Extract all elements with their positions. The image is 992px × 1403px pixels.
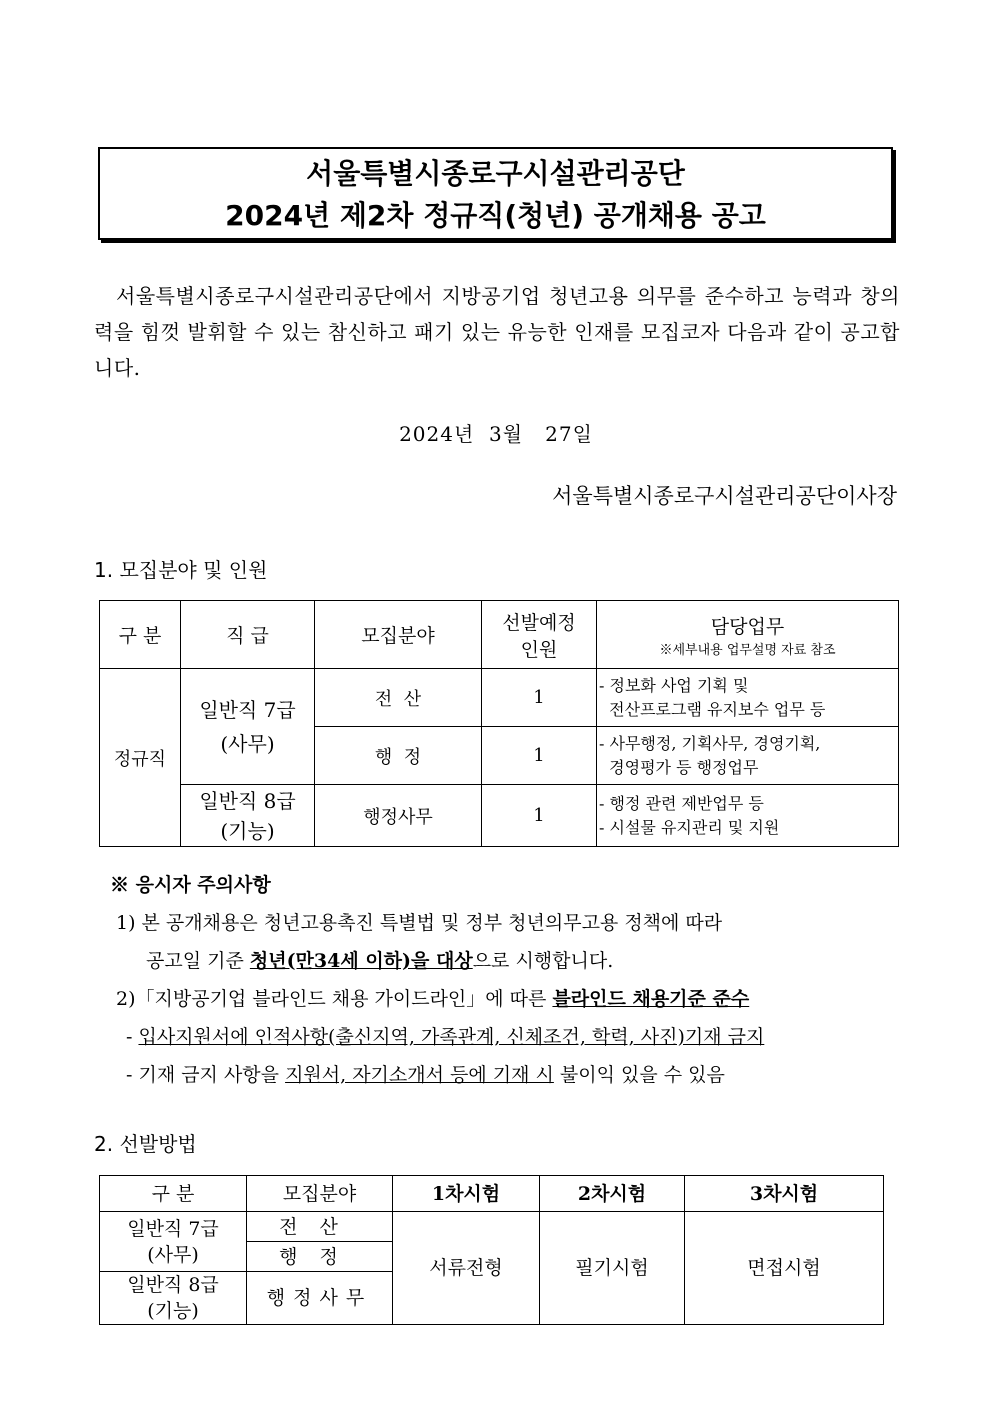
category-cell: 정규직 <box>100 669 181 847</box>
grade1-cell: 일반직 7급 (사무) <box>181 669 315 785</box>
header-category: 구 분 <box>100 601 181 669</box>
section2-heading: 2. 선발방법 <box>94 1132 197 1156</box>
count-cell: 1 <box>482 785 597 847</box>
duty-cell: - 정보화 사업 기획 및 전산프로그램 유지보수 업무 등 <box>597 669 899 727</box>
title-line1: 서울특별시종로구시설관리공단 <box>306 157 685 190</box>
applicant-notes <box>110 866 764 1094</box>
header-count: 선발예정 인원 <box>482 601 597 669</box>
count-cell: 1 <box>482 727 597 785</box>
announcement-date: 2024년 3월 27일 <box>399 422 593 446</box>
count-cell: 1 <box>482 669 597 727</box>
header-field: 모집분야 <box>315 601 482 669</box>
field-cell: 전산 <box>247 1212 393 1242</box>
section1-heading: 1. 모집분야 및 인원 <box>94 558 268 582</box>
header-category: 구 분 <box>100 1176 247 1212</box>
duty-cell: - 사무행정, 기획사무, 경영기획, 경영평가 등 행정업무 <box>597 727 899 785</box>
title-box <box>98 147 893 240</box>
duty-note: ※세부내용 업무설명 자료 참조 <box>659 642 836 658</box>
title-line2: 2024년 제2차 정규직(청년) 공개채용 공고 <box>225 199 766 232</box>
field-cell: 행정사무 <box>247 1272 393 1325</box>
field-cell: 행정사무 <box>315 785 482 847</box>
duty-cell: - 행정 관련 제반업무 등 - 시설물 유지관리 및 지원 <box>597 785 899 847</box>
grade1-cell: 일반직 7급 (사무) <box>100 1212 247 1272</box>
stage1-cell: 서류전형 <box>393 1212 540 1325</box>
grade2-cell: 일반직 8급 (기능) <box>100 1272 247 1325</box>
recruitment-table <box>99 600 899 847</box>
field-cell: 행 정 <box>315 727 482 785</box>
note-1: 1) 본 공개채용은 청년고용촉진 특별법 및 정부 청년의무고용 정책에 따라 <box>116 912 723 934</box>
note-3: - 입사지원서에 인적사항(출신지역, 가족관계, 신체조건, 학력, 사진)기재 금지 <box>126 1026 765 1048</box>
intro-text: 서울특별시종로구시설관리공단에서 지방공기업 청년고용 의무를 준수하고 능력과 창의력을 힘껏 발휘할 수 있는 참신하고 패기 있는 유능한 인재를 모집코자 다음과 같이 공고합니다. <box>94 284 900 380</box>
notes-heading: ※ 응시자 주의사항 <box>110 874 271 896</box>
note-4: - 기재 금지 사항을 지원서, 자기소개서 등에 기재 시 불이익 있을 수 있음 <box>126 1064 725 1086</box>
header-stage2: 2차시험 <box>540 1176 685 1212</box>
header-stage3: 3차시험 <box>685 1176 884 1212</box>
header-field: 모집분야 <box>247 1176 393 1212</box>
note-1-cont: 공고일 기준 청년(만34세 이하)을 대상으로 시행합니다. <box>146 950 614 972</box>
grade2-cell: 일반직 8급 (기능) <box>181 785 315 847</box>
header-stage1: 1차시험 <box>393 1176 540 1212</box>
header-grade: 직 급 <box>181 601 315 669</box>
issuer: 서울특별시종로구시설관리공단이사장 <box>552 484 897 508</box>
header-duty: 담당업무 ※세부내용 업무설명 자료 참조 <box>597 601 899 669</box>
field-cell: 전 산 <box>315 669 482 727</box>
selection-table <box>99 1175 884 1325</box>
stage2-cell: 필기시험 <box>540 1212 685 1325</box>
intro-paragraph <box>94 278 900 386</box>
stage3-cell: 면접시험 <box>685 1212 884 1325</box>
note-2: 2)「지방공기업 블라인드 채용 가이드라인」에 따른 블라인드 채용기준 준수 <box>116 988 750 1010</box>
field-cell: 행정 <box>247 1242 393 1272</box>
